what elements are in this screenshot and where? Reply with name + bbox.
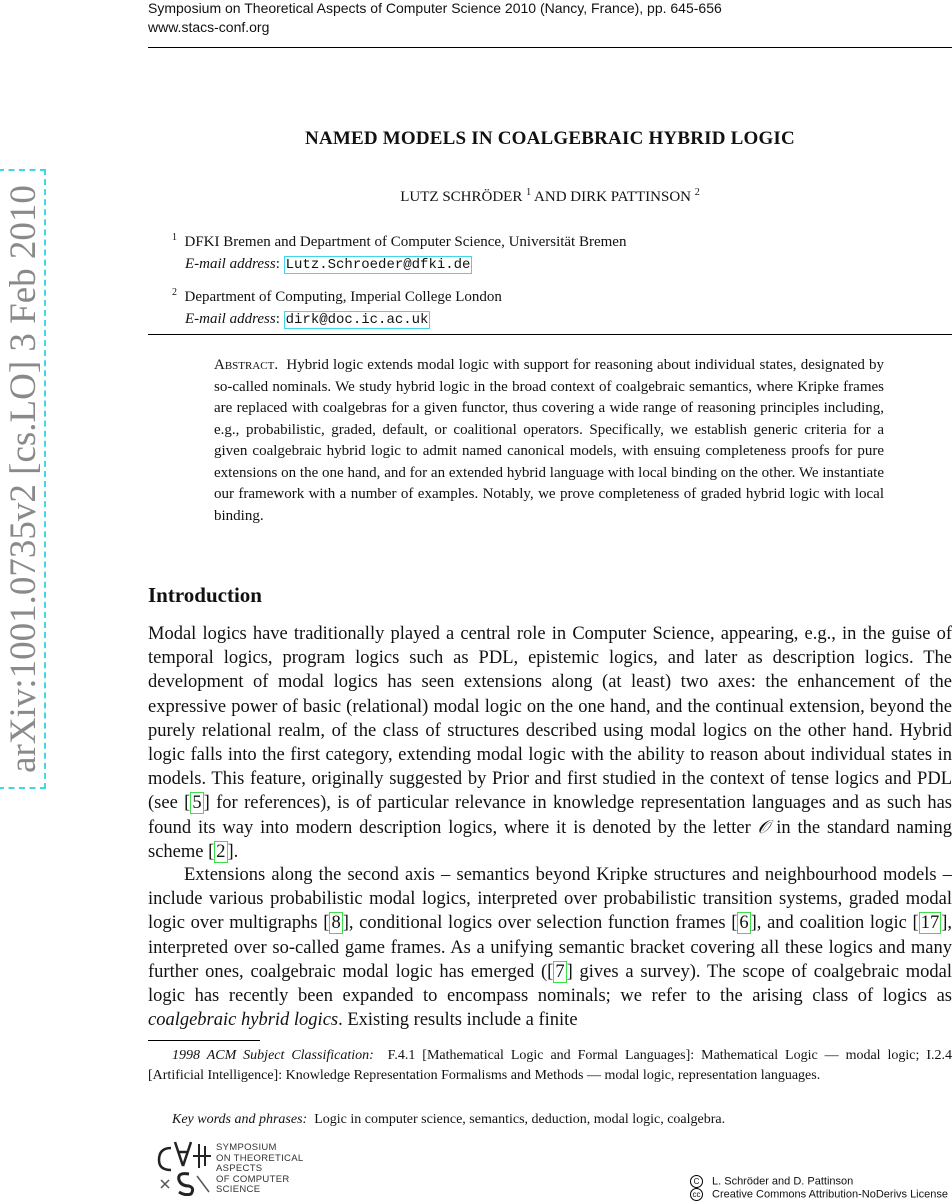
copyright-icon: C <box>690 1175 703 1188</box>
letter-o-symbol: 𝒪 <box>757 817 770 838</box>
email-link-2[interactable]: dirk@doc.ic.ac.uk <box>285 312 429 328</box>
acm-text: F.4.1 [Mathematical Logic and Formal Languages]: Mathematical Logic — modal logic; I.2.4 [Artificial Intelligence]: Knowledge Representation Formalisms and Methods — modal logic, representation languages. <box>148 1048 952 1083</box>
author-conjunction: AND <box>534 189 567 205</box>
author-1: LUTZ SCHRÖDER <box>400 189 523 205</box>
keywords-label: Key words and phrases: <box>172 1112 308 1127</box>
license-name[interactable]: Creative Commons Attribution-NoDerivs License <box>712 1188 948 1201</box>
venue-url[interactable]: www.stacs-conf.org <box>148 19 270 35</box>
logo-line-2: ON THEORETICAL <box>216 1152 304 1164</box>
affiliation-rule <box>148 334 952 335</box>
logo-wordmark <box>216 1143 303 1196</box>
copyright-line <box>690 1175 853 1188</box>
intro-paragraph-2 <box>148 863 952 1032</box>
citation-7[interactable]: 7 <box>555 961 565 982</box>
header-rule <box>148 47 952 48</box>
p2-text-c: ], and coalition logic [ <box>750 913 919 934</box>
p2-text-f: . Existing results include a finite <box>338 1010 578 1031</box>
keywords-text: Logic in computer science, semantics, deduction, modal logic, coalgebra. <box>314 1112 726 1127</box>
abstract <box>214 355 884 527</box>
abstract-text: Hybrid logic extends modal logic with support for reasoning about individual states, designated by so-called nominals. We study hybrid logic in the broad context of coalgebraic semantics, where Kripke frames are replaced with coalgebras for a given functor, thus covering a wide range of reasoning principles including, e.g., probabilistic, graded, default, or coalitional operators. Specifically, we establish generic criteria for a given coalgebraic hybrid logic to admit named canonical models, with ensuing completeness proofs for pure extensions on the one hand, and for an extended hybrid language with local binding on the other. We instantiate our framework with a number of examples. Notably, we prove completeness of graded hybrid logic with local binding. <box>214 357 885 524</box>
acm-label: 1998 ACM Subject Classification: <box>172 1048 374 1063</box>
license-line <box>690 1188 948 1201</box>
affiliation-2-name: Department of Computing, Imperial College London <box>184 289 502 305</box>
footnote-rule <box>148 1040 260 1041</box>
venue-line: Symposium on Theoretical Aspects of Computer Science 2010 (Nancy, France), pp. 645-656 <box>148 0 722 16</box>
p2-emphasis: coalgebraic hybrid logics <box>148 1010 339 1031</box>
section-heading: Introduction <box>148 583 262 607</box>
email-label-2: E-mail address <box>185 311 276 327</box>
creative-commons-icon: cc <box>690 1188 703 1201</box>
p1-text-a: Modal logics have traditionally played a central role in Computer Science, appearing, e.g., in the guise of temporal logics, program logics such as PDL, epistemic logics, and later as description logics. The development of modal logics has seen extensions along (at least) two axes: the enhancement of the expressive power of basic (relational) modal logic on the one hand, and the continual extension, beyond the purely relational realm, of the class of structures described using modal logics on the other hand. Hybrid logic falls into the first category, extending modal logic with the ability to reason about individual states in models. This feature, originally suggested by Prior and first studied in the context of tense logics and PDL (see [ <box>148 624 952 814</box>
citation-6[interactable]: 6 <box>739 913 749 934</box>
email-label-1: E-mail address <box>185 256 276 272</box>
paper-title: NAMED MODELS IN COALGEBRAIC HYBRID LOGIC <box>305 128 795 149</box>
author-2-mark: 2 <box>694 187 700 198</box>
citation-17[interactable]: 17 <box>920 913 940 934</box>
acm-classification <box>148 1046 952 1085</box>
logo-line-1: SYMPOSIUM <box>216 1142 277 1153</box>
intro-paragraph-1 <box>148 622 952 864</box>
p2-text-b: ], conditional logics over selection function frames [ <box>342 913 738 934</box>
p1-text-c: in the standard naming scheme [ <box>148 817 952 862</box>
citation-2[interactable]: 2 <box>216 841 226 862</box>
logo-line-4: OF COMPUTER <box>216 1173 290 1185</box>
p2-text-e: ] gives a survey). The scope of coalgebraic modal logic has recently been expanded to encompass nominals; we refer to the arising class of logics as <box>148 961 952 1007</box>
abstract-label: Abstract. <box>214 357 279 373</box>
copyright-holders: L. Schröder and D. Pattinson <box>712 1175 854 1188</box>
p1-text-d: ]. <box>227 841 239 862</box>
logo-line-3: ASPECTS <box>216 1163 263 1174</box>
stacs-logo-icon <box>155 1140 215 1196</box>
author-line <box>148 187 952 206</box>
keywords <box>148 1110 952 1130</box>
affiliation-1-mark: 1 <box>172 232 177 243</box>
affiliation-1: $^1$ DFKI Bremen and Department of Computer Science, Universität Bremen E-mail address: Lutz.Schroeder@dfki.de <box>172 232 627 273</box>
author-2: DIRK PATTINSON <box>570 189 691 205</box>
email-link-1[interactable]: Lutz.Schroeder@dfki.de <box>285 257 471 273</box>
affiliation-2: $^2$ Department of Computing, Imperial College London E-mail address: dirk@doc.ic.ac.uk <box>172 287 502 328</box>
running-header <box>148 0 722 37</box>
author-1-mark: 1 <box>526 187 532 198</box>
p1-text-b: ] for references), is of particular relevance in knowledge representation languages and as such has found its way into modern description logics, where it is denoted by the letter <box>148 793 952 838</box>
citation-8[interactable]: 8 <box>331 913 341 934</box>
affiliation-2-mark: 2 <box>172 287 177 298</box>
citation-5[interactable]: 5 <box>192 793 202 814</box>
p2-text-a: Extensions along the second axis – semantics beyond Kripke structures and neighbourhood models – include various probabilistic modal logics, interpreted over probabilistic transition systems, graded modal logic over multigraphs [ <box>148 865 952 934</box>
arxiv-stamp[interactable]: arXiv:1001.0735v2 [cs.LO] 3 Feb 2010 <box>0 169 46 789</box>
logo-line-5: SCIENCE <box>216 1184 261 1195</box>
p2-text-d: ], interpreted over so-called game frames. As a unifying semantic bracket covering all these logics and many further ones, coalgebraic modal logic has emerged ([ <box>148 913 952 982</box>
affiliation-1-name: DFKI Bremen and Department of Computer Science, Universität Bremen <box>184 234 627 250</box>
